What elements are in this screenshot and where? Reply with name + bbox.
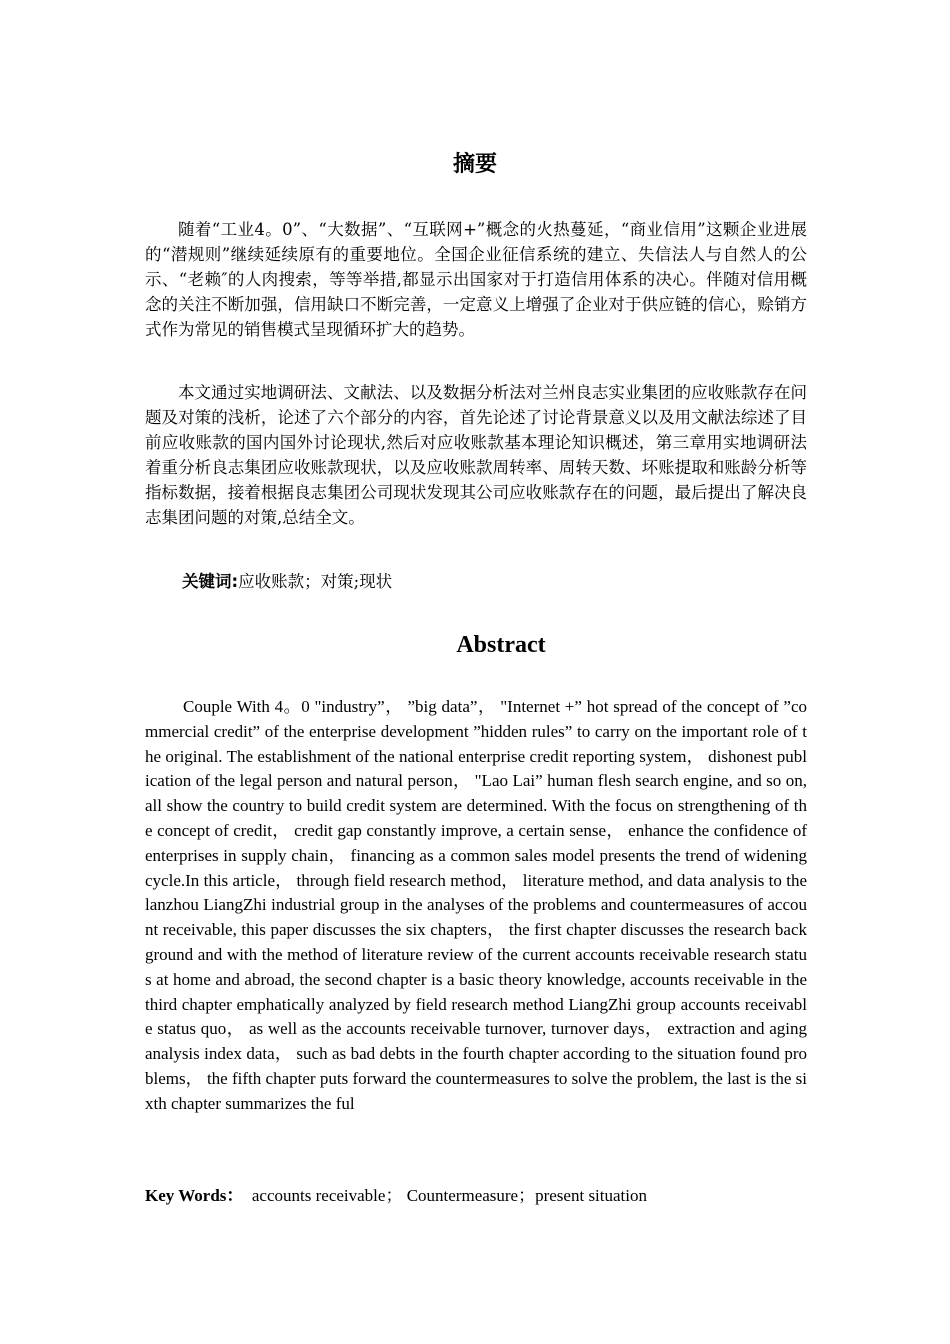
chinese-abstract-paragraph-2: 本文通过实地调研法、文献法、以及数据分析法对兰州良志实业集团的应收账款存在问题及对策的浅析，论述了六个部分的内容，首先论述了讨论背景意义以及用文献法综述了目前应收账款的国内国外讨论现状,然后对应收账款基本理论知识概述，第三章用实地调研法着重分析良志集团应收账款现状，以及应收账款周转率、周转天数、坏账提取和账龄分析等指标数据，接着根据良志集团公司现状发现其公司应收账款存在的问题，最后提出了解决良志集团问题的对策,总结全文。 [145, 383, 807, 527]
english-keywords-value: accounts receivable； Countermeasure；present situation [251, 1186, 647, 1205]
english-keywords-line [145, 1183, 647, 1208]
chinese-keywords-line [182, 569, 392, 594]
english-abstract-title: Abstract [456, 632, 546, 658]
english-keywords-label: Key Words： [145, 1186, 244, 1205]
chinese-abstract-title: 摘要 [452, 152, 497, 177]
english-abstract-body: Couple With 4。0 "industry”， ”big data”， "Internet +” hot spread of the concept of ”commercial credit” of the enterprise development ”hidden rules” to carry on the important role of the original. The establishment of the national enterprise credit reporting system， dishonest publication of the legal person and natural person， "Lao Lai” human flesh search engine, and so on, all show the country to build credit system are determined. With the focus on strengthening of the concept of credit， credit gap constantly improve, a certain sense， enhance the confidence of enterprises in supply chain， financing as a common sales model presents the trend of widening cycle.In this article， through field research method， literature method, and data analysis to the lanzhou LiangZhi industrial group in the analyses of the problems and countermeasures of account receivable, this paper discusses the six chapters， the first chapter discusses the research background and with the method of literature review of the current accounts receivable research status at home and abroad, the second chapter is a basic theory knowledge, accounts receivable in the third chapter emphatically analyzed by field research method LiangZhi group accounts receivable status quo， as well as the accounts receivable turnover, turnover days， extraction and aging analysis index data， such as bad debts in the fourth chapter according to the situation found problems， the fifth chapter puts forward the countermeasures to solve the problem, the last is the sixth chapter summarizes the ful [145, 697, 807, 1113]
chinese-keywords-label: 关键词: [182, 572, 239, 591]
chinese-keywords-value: 应收账款；对策;现状 [238, 572, 393, 591]
chinese-abstract-paragraph-1: 随着“工业4。0”、“大数据”、“互联网+”概念的火热蔓延，“商业信用”这颗企业进展的“潜规则”继续延续原有的重要地位。全国企业征信系统的建立、失信法人与自然人的公示、“老赖″的人肉搜索，等等举措,都显示出国家对于打造信用体系的决心。伴随对信用概念的关注不断加强，信用缺口不断完善，一定意义上增强了企业对于供应链的信心，赊销方式作为常见的销售模式呈现循环扩大的趋势。 [145, 220, 807, 339]
